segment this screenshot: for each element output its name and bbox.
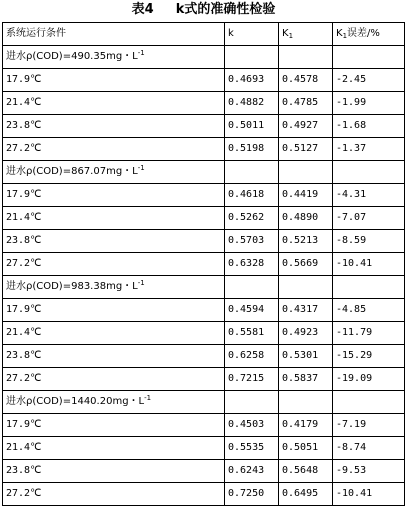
cell-err: -10.41 <box>333 483 405 506</box>
cell-temp: 27.2℃ <box>3 368 225 391</box>
cell-k1: 0.4890 <box>279 207 333 230</box>
cell-k: 0.5011 <box>225 115 279 138</box>
cell-err: -1.37 <box>333 138 405 161</box>
cell-k: 0.5581 <box>225 322 279 345</box>
cell-k: 0.4618 <box>225 184 279 207</box>
cell-k: 0.7250 <box>225 483 279 506</box>
table-title: k式的准确性检验 <box>175 2 276 17</box>
empty-cell <box>333 276 405 299</box>
cell-k1: 0.5213 <box>279 230 333 253</box>
cell-k: 0.6328 <box>225 253 279 276</box>
cell-temp: 23.8℃ <box>3 460 225 483</box>
cell-temp: 17.9℃ <box>3 184 225 207</box>
empty-cell <box>279 161 333 184</box>
header-k1: $K_1$ <box>279 23 333 46</box>
empty-cell <box>225 161 279 184</box>
table-row <box>3 138 405 161</box>
cell-err: -2.45 <box>333 69 405 92</box>
empty-cell <box>333 46 405 69</box>
table-row <box>3 69 405 92</box>
cell-k: 0.4594 <box>225 299 279 322</box>
cell-k1: 0.4785 <box>279 92 333 115</box>
cell-temp: 17.9℃ <box>3 414 225 437</box>
table-row <box>3 345 405 368</box>
cell-k1: 0.5837 <box>279 368 333 391</box>
cell-err: -7.07 <box>333 207 405 230</box>
cell-temp: 23.8℃ <box>3 230 225 253</box>
accuracy-table <box>2 22 405 506</box>
table-row <box>3 92 405 115</box>
cell-k: 0.5535 <box>225 437 279 460</box>
table-row <box>3 230 405 253</box>
cell-temp: 21.4℃ <box>3 437 225 460</box>
header-row <box>3 23 405 46</box>
empty-cell <box>333 391 405 414</box>
cell-err: -7.19 <box>333 414 405 437</box>
empty-cell <box>279 46 333 69</box>
cell-k: 0.5262 <box>225 207 279 230</box>
cell-err: -10.41 <box>333 253 405 276</box>
table-row <box>3 460 405 483</box>
cell-k1: 0.4317 <box>279 299 333 322</box>
empty-cell <box>333 161 405 184</box>
cell-k1: 0.4927 <box>279 115 333 138</box>
cell-k: 0.6243 <box>225 460 279 483</box>
cell-k1: 0.5648 <box>279 460 333 483</box>
cell-k: 0.4693 <box>225 69 279 92</box>
cell-err: -15.29 <box>333 345 405 368</box>
cell-temp: 21.4℃ <box>3 92 225 115</box>
table-row <box>3 437 405 460</box>
table-row <box>3 115 405 138</box>
cell-k1: 0.5127 <box>279 138 333 161</box>
cell-k1: 0.5301 <box>279 345 333 368</box>
cell-k1: 0.4923 <box>279 322 333 345</box>
cell-k: 0.5703 <box>225 230 279 253</box>
cell-err: -1.99 <box>333 92 405 115</box>
table-row <box>3 299 405 322</box>
cell-k: 0.5198 <box>225 138 279 161</box>
cell-temp: 21.4℃ <box>3 207 225 230</box>
cell-k: 0.4882 <box>225 92 279 115</box>
group-label: 进水ρ(COD)=983.38mg・$L^{-1}$ <box>3 276 225 299</box>
cell-k1: 0.5669 <box>279 253 333 276</box>
cell-err: -4.31 <box>333 184 405 207</box>
cell-err: -19.09 <box>333 368 405 391</box>
header-conditions: 系统运行条件 <box>3 23 225 46</box>
cell-temp: 27.2℃ <box>3 483 225 506</box>
group-label: 进水ρ(COD)=490.35mg・$L^{-1}$ <box>3 46 225 69</box>
group-row <box>3 161 405 184</box>
cell-k1: 0.4419 <box>279 184 333 207</box>
cell-k: 0.4503 <box>225 414 279 437</box>
cell-k: 0.7215 <box>225 368 279 391</box>
table-row <box>3 322 405 345</box>
group-row <box>3 391 405 414</box>
cell-temp: 27.2℃ <box>3 138 225 161</box>
table-row <box>3 184 405 207</box>
group-label: 进水ρ(COD)=1440.20mg・$L^{-1}$ <box>3 391 225 414</box>
cell-k1: 0.4578 <box>279 69 333 92</box>
empty-cell <box>279 276 333 299</box>
cell-k1: 0.5051 <box>279 437 333 460</box>
cell-err: -11.79 <box>333 322 405 345</box>
cell-temp: 27.2℃ <box>3 253 225 276</box>
group-row <box>3 276 405 299</box>
cell-err: -9.53 <box>333 460 405 483</box>
header-k: k <box>225 23 279 46</box>
cell-err: -8.59 <box>333 230 405 253</box>
table-row <box>3 483 405 506</box>
header-k1-error: $K_1$误差/% <box>333 23 405 46</box>
table-number: 表4 <box>131 2 154 17</box>
empty-cell <box>225 276 279 299</box>
table-row <box>3 414 405 437</box>
cell-temp: 17.9℃ <box>3 299 225 322</box>
table-row <box>3 253 405 276</box>
cell-temp: 17.9℃ <box>3 69 225 92</box>
cell-temp: 23.8℃ <box>3 115 225 138</box>
cell-err: -4.85 <box>333 299 405 322</box>
group-row <box>3 46 405 69</box>
cell-k1: 0.4179 <box>279 414 333 437</box>
table-row <box>3 368 405 391</box>
cell-temp: 23.8℃ <box>3 345 225 368</box>
table-caption <box>0 0 407 22</box>
table-row <box>3 207 405 230</box>
cell-k1: 0.6495 <box>279 483 333 506</box>
empty-cell <box>225 46 279 69</box>
cell-temp: 21.4℃ <box>3 322 225 345</box>
cell-err: -8.74 <box>333 437 405 460</box>
cell-err: -1.68 <box>333 115 405 138</box>
empty-cell <box>279 391 333 414</box>
empty-cell <box>225 391 279 414</box>
cell-k: 0.6258 <box>225 345 279 368</box>
group-label: 进水ρ(COD)=867.07mg・$L^{-1}$ <box>3 161 225 184</box>
